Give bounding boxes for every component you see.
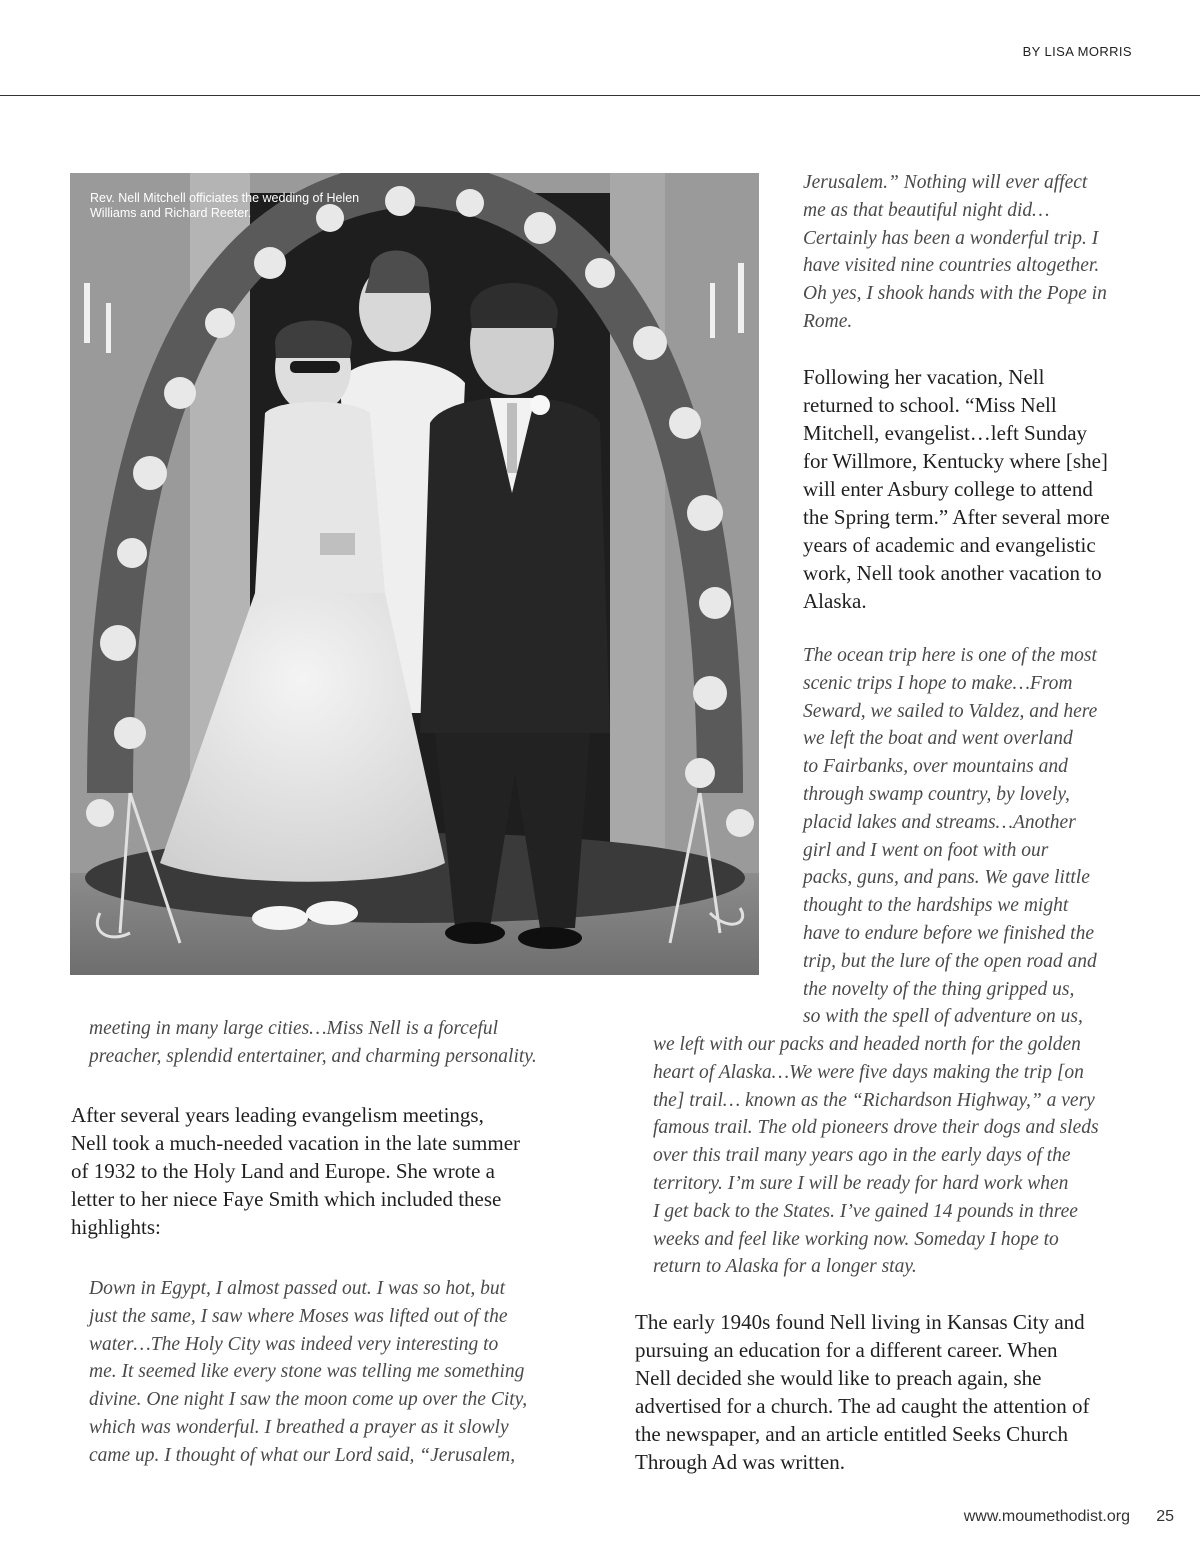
text-line: Certainly has been a wonderful trip. I bbox=[803, 227, 1099, 249]
right-quote-2 bbox=[803, 642, 1097, 1031]
left-body-1 bbox=[71, 1101, 520, 1241]
text-line: which was wonderful. I breathed a prayer as it slowly bbox=[89, 1416, 509, 1438]
text-line: we left with our packs and headed north for the golden bbox=[653, 1034, 1081, 1055]
text-line: the Spring term.” After several more bbox=[803, 505, 1110, 529]
text-line: Jerusalem.” Nothing will ever affect bbox=[803, 172, 1088, 193]
text-line: work, Nell took another vacation to bbox=[803, 561, 1102, 585]
text-line: meeting in many large cities…Miss Nell is a forceful bbox=[89, 1018, 499, 1039]
text-line: I get back to the States. I’ve gained 14 pounds in three bbox=[653, 1200, 1078, 1222]
text-line: Nell decided she would like to preach again, she bbox=[635, 1366, 1042, 1390]
text-line: girl and I went on foot with our bbox=[803, 839, 1049, 861]
text-line: placid lakes and streams…Another bbox=[803, 811, 1076, 833]
right-body-2 bbox=[635, 1308, 1089, 1476]
text-line: Nell took a much-needed vacation in the late summer bbox=[71, 1131, 521, 1155]
text-line: so with the spell of adventure on us, bbox=[803, 1006, 1083, 1028]
text-line: Mitchell, evangelist…left Sunday bbox=[803, 421, 1088, 445]
text-line: water…The Holy City was indeed very interesting to bbox=[89, 1333, 499, 1355]
text-line: me. It seemed like every stone was telling me something bbox=[89, 1361, 525, 1383]
left-quote-1 bbox=[89, 1015, 537, 1071]
left-quote-2 bbox=[89, 1275, 527, 1470]
text-line: the] trail… known as the “Richardson Highway,” a very bbox=[653, 1089, 1095, 1111]
text-line: After several years leading evangelism meetings, bbox=[71, 1103, 484, 1127]
text-line: for Willmore, Kentucky where [she] bbox=[803, 449, 1108, 473]
text-line: The early 1940s found Nell living in Kansas City and bbox=[635, 1310, 1085, 1334]
text-line: Following her vacation, Nell bbox=[803, 365, 1045, 389]
right-quote-3 bbox=[653, 1031, 1099, 1281]
page-number: 25 bbox=[1156, 1508, 1174, 1525]
right-body-1 bbox=[803, 363, 1110, 615]
text-line: returned to school. “Miss Nell bbox=[803, 393, 1057, 417]
text-line: divine. One night I saw the moon come up over the City, bbox=[89, 1389, 528, 1411]
header-rule bbox=[0, 95, 1200, 96]
text-line: years of academic and evangelistic bbox=[803, 533, 1096, 557]
text-line: highlights: bbox=[71, 1215, 161, 1239]
text-line: came up. I thought of what our Lord said, “Jerusalem, bbox=[89, 1444, 516, 1466]
text-line: have visited nine countries altogether. bbox=[803, 255, 1100, 277]
text-line: famous trail. The old pioneers drove their dogs and sleds bbox=[653, 1117, 1099, 1139]
text-line: Rome. bbox=[803, 310, 853, 332]
text-line: the newspaper, and an article entitled Seeks Church bbox=[635, 1422, 1069, 1446]
text-line: Oh yes, I shook hands with the Pope in bbox=[803, 283, 1107, 305]
text-line: advertised for a church. The ad caught the attention of bbox=[635, 1394, 1090, 1418]
text-line: packs, guns, and pans. We gave little bbox=[803, 867, 1090, 889]
text-line: The ocean trip here is one of the most bbox=[803, 645, 1097, 666]
text-line: scenic trips I hope to make…From bbox=[803, 672, 1073, 694]
text-line: weeks and feel like working now. Someday I hope to bbox=[653, 1228, 1059, 1250]
wedding-photo bbox=[70, 173, 759, 975]
text-line: Seward, we sailed to Valdez, and here bbox=[803, 700, 1098, 722]
text-line: territory. I’m sure I will be ready for hard work when bbox=[653, 1172, 1069, 1194]
byline: BY LISA MORRIS bbox=[1022, 44, 1132, 59]
text-line: Down in Egypt, I almost passed out. I was so hot, but bbox=[89, 1278, 506, 1299]
text-line: we left the boat and went overland bbox=[803, 728, 1073, 750]
text-line: pursuing an education for a different career. When bbox=[635, 1338, 1058, 1362]
text-line: heart of Alaska…We were five days making the trip [on bbox=[653, 1061, 1084, 1083]
text-line: letter to her niece Faye Smith which included these bbox=[71, 1187, 502, 1211]
wedding-photo-illustration bbox=[70, 173, 759, 975]
text-line: through swamp country, by lovely, bbox=[803, 783, 1070, 805]
text-line: Alaska. bbox=[803, 589, 867, 613]
text-line: of 1932 to the Holy Land and Europe. She wrote a bbox=[71, 1159, 495, 1183]
text-line: to Fairbanks, over mountains and bbox=[803, 756, 1068, 778]
text-line: me as that beautiful night did… bbox=[803, 199, 1050, 221]
footer-website: www.moumethodist.org bbox=[963, 1508, 1130, 1525]
text-line: over this trail many years ago in the early days of the bbox=[653, 1145, 1071, 1167]
text-line: have to endure before we finished the bbox=[803, 922, 1094, 944]
text-line: trip, but the lure of the open road and bbox=[803, 950, 1097, 972]
photo-caption: Rev. Nell Mitchell officiates the wedding of Helen Williams and Richard Reeter. bbox=[90, 191, 360, 220]
text-line: return to Alaska for a longer stay. bbox=[653, 1256, 917, 1278]
text-line: just the same, I saw where Moses was lifted out of the bbox=[89, 1305, 508, 1327]
text-line: will enter Asbury college to attend bbox=[803, 477, 1093, 501]
text-line: Through Ad was written. bbox=[635, 1450, 845, 1474]
text-line: preacher, splendid entertainer, and charming personality. bbox=[89, 1045, 537, 1067]
right-quote-1 bbox=[803, 169, 1107, 336]
text-line: the novelty of the thing gripped us, bbox=[803, 978, 1075, 1000]
text-line: thought to the hardships we might bbox=[803, 895, 1069, 917]
